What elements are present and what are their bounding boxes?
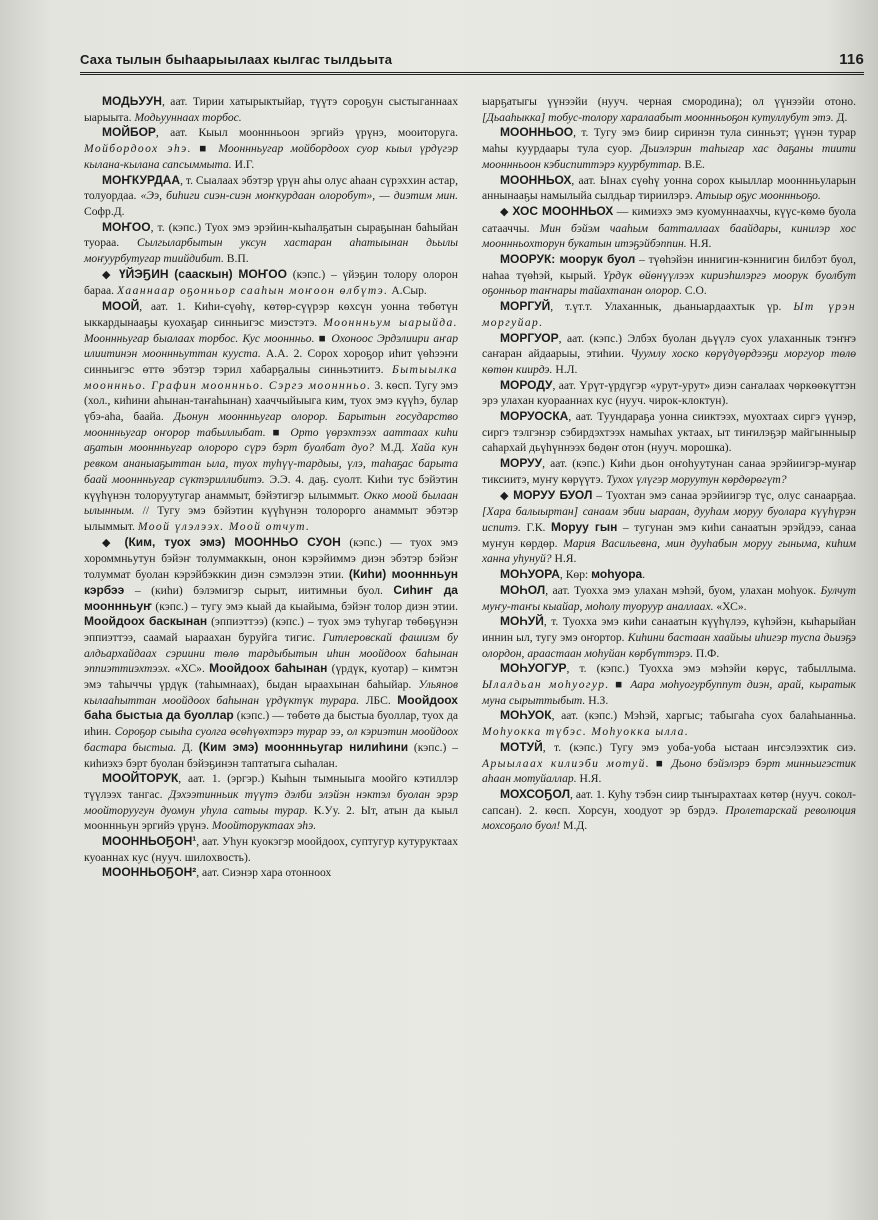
definition-text: // Тугу эмэ бэйэтин күүһүнэн толорорго анаммыт эбэтэр ылыммыт. [84, 504, 458, 533]
definition-text: (эппиэттээ) (кэпс.) – туох эмэ туһугар төбөҕүнэн эппиэттээ, саамай ыараахан буруйга тигис. [84, 615, 458, 644]
definition-text: , аат. Туундараҕа уонна сииктээх, муохтаах сиргэ үүнэр, сиргэ тэлгэнэр сэбирдэхтээх намыһах уктаах, ыт тиҥилэҕэр майгынныыр саһархай дьүһүннээх бөдөҥ отон (нууч. морошка). [482, 410, 856, 455]
definition-text: Софр.Д. [84, 204, 125, 218]
definition-text: ыарҕатыгы үүнээйи (нууч. черная смородина); ол үүнээйи отоно. [482, 95, 856, 108]
definition-text: , аат. (кэпс.) Мэһэй, харгыс; табыгаһа суох балаһыанньа. [551, 709, 856, 723]
example-text: Моойторуктаах эһэ. [211, 819, 317, 833]
example-text: Орто үөрэхтээх ааттаах киһи аҕатын мооннньугар олороро сүрэ бэрт буолбат дуо? [84, 425, 458, 455]
dictionary-entry [482, 787, 856, 834]
example-text: «Ээ, биһиги сиэн-сиэн моҥкурдаан олоробут», — диэтим мин. [140, 189, 459, 203]
example-text: Хааннаар оҕонньор сааһын моҥоон өлбүтэ. [116, 284, 389, 298]
definition-text: . [642, 568, 646, 582]
definition-text: , т. Сыалаах эбэтэр үрүн аһы олус аһаан сүрэххин астар, толуордаа. [84, 173, 458, 203]
definition-text: Д. [176, 740, 199, 754]
headword: МОРГУОР [500, 330, 559, 345]
definition-text: Д. [833, 110, 848, 124]
dictionary-entry [482, 331, 856, 378]
headword: МОДЬУУН [102, 94, 162, 108]
definition-text: , аат. Сиэнэр хара отонноох [196, 866, 332, 880]
headword: МОҺУОРА [500, 567, 560, 582]
headword: МОРУУ БУОЛ [513, 487, 593, 502]
example-text: Үрдүк өйөнүүлээх кириэһилэргэ моорук буолбут оҕонньор таҥнары тайахтанан олорор. [482, 268, 856, 298]
example-text: [Хара балыыртан] санаам эбии ыараан, дууһам моруу буолара күүһүрэн испитэ. [482, 505, 856, 534]
headword: МООННЬОҔОН² [102, 865, 197, 880]
headword: Сиһиҥ да мооннньуҥ [84, 582, 458, 613]
definition-text: , т. (кэпс.) Туохха эмэ мэһэйи көрүс, табыллыма. [566, 662, 856, 676]
headword: ҮЙЭҔИН [118, 266, 169, 281]
page-number: 116 [839, 51, 864, 68]
dictionary-entry [84, 535, 458, 772]
running-head [80, 52, 864, 70]
example-text: Модьууннаах торбос. [134, 110, 242, 124]
dictionary-entry [84, 834, 458, 865]
example-text: Ыт үрэн моргуйар. [482, 300, 856, 329]
headword: МООННЬОХ [500, 172, 572, 187]
definition-text: — кимиэхэ эмэ куомуннаахчы, күүс-көмө буола сатааччы. [482, 204, 857, 235]
headword: МООЙ [102, 299, 140, 314]
definition-text: , аат. Үрүт-үрдүгэр «урут-урут» диэн саҥалаах чөркөөкүттэн эрэ улахан куорааннах кус (нууч. чирок-клоктун). [482, 378, 856, 408]
example-text: Хайа кун ревком ананыаҕыттан ыла, туох туһүү-тардыы, үлэ, таһаҕас барыта баай мооннньугар сүктэриллибитэ. [84, 441, 458, 486]
headword: МОҤКУРДАА [102, 172, 181, 187]
definition-text: Э.Э. 4. даҕ. суолт. Киһи тус бэйэтин күүһүнэн толоруутугар анаммыт, бэйэтигэр ылыммыт. [84, 472, 459, 502]
dictionary-entry [482, 204, 856, 252]
dictionary-entry [482, 94, 856, 125]
definition-text: ■ [314, 331, 332, 345]
definition-text: «ХС». [170, 662, 210, 676]
definition-text: – түөһэйэн иннигин-кэннигин билбэт буол, наһаа түөһэй, кырый. [482, 253, 856, 282]
example-text: Дьонун мооннньугар олорор. Барытын государство мооннньугар оҥорор табыллыбат. [84, 410, 458, 439]
example-text: Мойбордоох эһэ. [84, 142, 192, 156]
headword: МОЙБОР [102, 125, 156, 140]
example-text: Бытыылка мооннньо. Графин мооннньо. Сэргэ мооннньо. [84, 362, 458, 392]
dictionary-entry [482, 456, 856, 487]
definition-text: , аат. (кэпс.) Киһи дьон оҥоһуутунан санаа эрэйиигэр-муҥар тиксиитэ, муҥу көрүүтэ. [482, 457, 856, 486]
dictionary-entry [482, 614, 856, 661]
example-text: Арыылаах килиэби мотуй. [482, 756, 651, 770]
example-text: Охоноос Эрдэлиири аҥар илиитинэн мооннньуттан кууста. [84, 331, 458, 361]
headword: МОТУЙ [500, 739, 543, 754]
example-text: Аара моһуогурбуппут диэн, арай, кыратык муна сырыттыбыт. [482, 678, 856, 707]
definition-text: (кэпс.) — туох эмэ хороммньутун бэйэҥ толуммаккын, онон кэрэйиммэ диэн эбэтэр бэйэҥ толуммат буолан кэрэйбэккин диэн сэмэлээн этии. [84, 535, 458, 582]
dictionary-entry [482, 661, 856, 708]
definition-text: – Туохтан эмэ санаа эрэйиигэр түс, олус санаарҕаа. [592, 488, 857, 502]
definition-text: ■ [191, 142, 219, 156]
example-text: Мооннньугар мойбордоох суор кыыл үрдүгэр кылана-кылана сапсыммыта. [84, 142, 458, 171]
headword: МООРУК: моорук буол [500, 252, 636, 267]
dictionary-entry [84, 173, 458, 220]
dictionary-entry [482, 708, 856, 739]
definition-text: Н.З. [585, 693, 609, 707]
definition-text: Г.К. [520, 520, 551, 534]
definition-text: ■ [265, 425, 291, 439]
headword: (Ким эмэ) мооннньугар нилиһини [198, 739, 409, 754]
definition-text: П.Ф. [693, 646, 720, 660]
right-column [482, 94, 856, 834]
definition-text: , т. (кэпс.) Тугу эмэ уоба-уоба ыстаан иҥсэлээхтик сиэ. [542, 740, 856, 754]
definition-text: (үрдүк, куотар) – кимтэн эмэ таһыччы үрдүк (таһымнаах), быдан ыраахынан баһыйар. [84, 662, 459, 692]
example-text: Окко моой былаан ылынным. [84, 488, 458, 518]
example-text: Мооннньум ыарыйда. [323, 315, 458, 329]
example-text: Сороҕор сыыһа суолга өсөһүөхтэрэ турар ээ, ол кэриэтин моойдоох бастара быстыа. [84, 725, 458, 754]
headword: (Киһи) мооннньун кэрбээ [84, 567, 458, 597]
definition-text: , аат. Тирии хатырыктыйар, түүтэ сороҕун сыстыганнаах ыарыыта. [84, 95, 458, 124]
headword: МОРУУ [500, 456, 543, 471]
example-text: Гитлеровскай фашизм бу алдьархайдаах сэриини төлө тардыбытын иһин моойдоох баһынан эппиэттиэхтээх. [84, 630, 458, 676]
example-text: Дьиэлэрин таһыгар хас даҕаны тиити мооннньоон кэбиспиттэрэ куурбуттар. [482, 142, 856, 171]
definition-text: В.П. [223, 252, 249, 266]
example-text: [Дьааһыкка] тобус-толору харалаабыт мооннньоҕон кутуллубут этэ. [482, 110, 834, 124]
headword: моһуора [591, 567, 643, 582]
phrase-diamond-icon: ◆ [102, 268, 119, 281]
example-text: Чуумлу хоско көрүдүөрдээҕи моргуор төлө көтөн киирдэ. [482, 347, 856, 376]
definition-text: (кэпс.) — төбөтө да быстыа буоллар, туох да иһин. [84, 709, 458, 739]
headword: МОРУОСКА [500, 409, 569, 424]
example-text: Мария Васильевна, мин дууһабын моруу гыныма, киһим ханна уһунуй? [482, 536, 857, 566]
headword: МООННЬОО [500, 125, 574, 140]
dictionary-entry [482, 740, 856, 787]
headword: МОҤОО [102, 219, 151, 234]
definition-text: , т. Тугу эмэ биир сиринэн тула синньэт; үүнэн турар маһы куурдаары тула суор. [482, 126, 856, 156]
running-head-title: Саха тылын быһаарыылаах кылгас тылдьыта [80, 52, 393, 67]
definition-text: ■ [650, 756, 672, 770]
example-text: Мин бэйэм чааһым батталлаах баайдары, кинилэр хос мооннньохторун букатын итэҕэйбэппин. [482, 221, 856, 251]
headword: (саас [174, 266, 206, 281]
definition-text: (кэпс.) – тугу эмэ кыай да кыайыма, бэйэҥ толор диэн этии. [151, 599, 458, 613]
headword: ХОС МООННЬОХ [512, 203, 614, 218]
definition-text: И.Г. [231, 157, 255, 171]
definition-text: , аат. 1. (эргэр.) Кыһын тымныыга моойго кэтиллэр түүлээх тангас. [84, 772, 458, 801]
definition-text: «ХС». [713, 599, 747, 613]
headword: МОРГУЙ [500, 299, 551, 314]
dictionary-entry [84, 125, 458, 172]
definition-text: , т.үт.т. Улаханнык, дьаныардаахтык үр. [550, 300, 794, 314]
example-text: Тухох үлүгэр моруутун көрдөрөгүт? [606, 472, 787, 486]
headword: МООННЬОҔОН¹ [102, 834, 197, 849]
definition-text: С.О. [682, 284, 707, 298]
example-text: Булчут муҥу-таҥы кыайар, моһолу туоруур аналлаах. [482, 583, 856, 613]
definition-text: Н.Л. [552, 362, 578, 376]
definition-text: , аат. Ынах сүөһү уонна сорох кыыллар мооннньуларын аннынааҕы намылыйа сылдьар тириилэрэ. [482, 173, 856, 203]
headword: Моойдоох баһа быстыа да буоллар [84, 692, 458, 723]
definition-text: 3. көсп. Тугу эмэ (хол., киһини аһынан-таҥаһынан) хааччыйыыга ким, туох эмэ күүһэ, булар үбэ-аһа, баайа. [84, 378, 458, 424]
left-column [84, 94, 458, 881]
dictionary-entry [482, 173, 856, 204]
example-text: Дэхээтинньик түүтэ дэлби элэйэн нэктэл буолан эрэр моойторуугун дуомун уһула сатыы турар. [84, 787, 459, 817]
example-text: Ылалдьан моһуогур. [482, 678, 610, 692]
definition-text: М.Д. [560, 819, 588, 833]
example-text: Моһуокка түбэс. Моһуокка ылла. [482, 725, 690, 739]
dictionary-entry [482, 567, 856, 583]
dictionary-entry [84, 267, 458, 299]
example-text: Мооннньугар быалаах торбос. Кус мооннньо. [84, 331, 315, 345]
example-text: Ульянов кылааһыттан моойдоох баһынан үрдүктүк турара. [84, 678, 458, 707]
dictionary-entry [84, 220, 458, 267]
definition-text: – тугунан эмэ киһи санаатын эрэйдээ, санаа муҥун көрдөр. [482, 520, 856, 550]
definition-text: , аат. Уһун куокэгэр моойдоох, суптугур кутуруктаах куоаннах кус (нууч. шилохвость). [84, 835, 458, 864]
definition-text: ■ [609, 678, 631, 692]
definition-text: К.Уу. 2. Ыт, атын да кыыл мооннньун эргийэ үрүнэ. [84, 803, 458, 833]
dictionary-entry [482, 378, 856, 409]
definition-text: , аат. Кыыл мооннньоон эргийэ үрүнэ, мооиторуга. [155, 126, 458, 140]
definition-text: – (киһи) бэлэмигэр сырыт, иитимньи буол. [124, 583, 394, 597]
dictionary-entry [482, 488, 856, 568]
phrase-diamond-icon: ◆ [500, 205, 513, 218]
headword: МОҺУОК [500, 708, 552, 723]
definition-text: (кэпс.) – киһиэхэ бэрт буолан бэйэҕинэн таптатыга сыһалан. [84, 740, 458, 770]
dictionary-entry [84, 299, 458, 535]
example-text: Киһини бастаан хаайыы иһигэр туспа дьиэҕэ олордон, араастаан моһуйан көрбүттэрэ. [482, 630, 856, 660]
definition-text: , аат. (кэпс.) Элбэх буолан дьүүлэ суох улаханнык тэҥҥэ саҥаран айдаарыы, этиһии. [482, 331, 856, 361]
dictionary-entry [482, 583, 856, 614]
headword: Моойдоох баскынан [84, 614, 208, 629]
example-text: Атыыр оҕус мооннньоҕо. [695, 189, 821, 203]
header-rule [80, 72, 864, 75]
definition-text: В.Е. [681, 157, 705, 171]
example-text: Сылгыларбытын уксун хастаран аһатыынан дьылы моҥуурбутугар тиийдибит. [84, 236, 458, 266]
dictionary-entry [84, 94, 458, 125]
phrase-diamond-icon: ◆ [500, 489, 514, 502]
headword: МОХСОҔОЛ [500, 786, 571, 801]
headword: МОРОДУ [500, 377, 553, 392]
dictionary-entry [482, 125, 856, 172]
definition-text: , аат. 1. Киһи-сүөһү, көтөр-сүүрэр көхсүн уонна төбөтүн ыккардынааҕы куохаҕар синньигэс миэстэтэ. [84, 300, 458, 329]
definition-text: , аат. 1. Куһу тэбэн сиир тыҥырахтаах көтөр (нууч. сокол-сапсан). 2. көсп. Хорсун, хоодуот эр бэрдэ. [482, 787, 856, 817]
headword: МООЙТОРУК [102, 771, 179, 786]
definition-text: А.А. 2. Сорох хороҕор иһит үөһээҥи синньигэс өттө эбэтэр тэрил хабарҕалыы синньэтиитэ. [84, 347, 458, 376]
dictionary-entry [482, 299, 856, 330]
headword: МОҺУЙ [500, 614, 544, 629]
headword: Моойдоох баһынан [209, 661, 328, 676]
definition-text: Н.Я. [576, 772, 602, 786]
definition-text: , Көр: [559, 568, 592, 582]
headword: Моруу гын [550, 519, 618, 534]
definition-text: ЛБС. [359, 693, 398, 707]
dictionary-entry [482, 252, 856, 299]
headword: кын) [205, 266, 233, 281]
definition-text: , т. (кэпс.) Туох эмэ эрэйин-кыһалҕатын сыраҕынан баһыйан туораа. [84, 220, 458, 250]
headword: (Ким, туох эмэ) МООННЬО СУОН [124, 534, 341, 549]
definition-text: Н.Я. [686, 237, 712, 251]
definition-text: Н.Я. [551, 552, 577, 566]
definition-text: А.Сыр. [388, 284, 427, 298]
dictionary-entry [482, 409, 856, 456]
headword: МОҺОЛ [500, 582, 546, 597]
dictionary-entry [84, 865, 458, 881]
definition-text: , аат. Туохха эмэ улахан мэһэй, буом, улахан моһуок. [545, 583, 821, 597]
definition-text: , т. Туохха эмэ киһи санаатын күүһүлээ, күһэйэн, кыһарыйан иннин ыл, тугу эмэ оҥортор. [482, 615, 856, 644]
example-text: Дьоно бэйэлэрэ бэрт минньигэстик аһаан мотуйаллар. [482, 756, 856, 786]
headword: МОҺУОГУР [500, 661, 567, 676]
example-text: Пролетарскай революция мохсоҕоло буол! [482, 803, 856, 833]
example-text: Моой үлэлээх. Моой отчут. [137, 519, 311, 533]
dictionary-entry [84, 771, 458, 834]
definition-text: (кэпс.) – үйэҕин толору олорон бараа. [84, 267, 459, 298]
headword: МОҤОО [238, 266, 287, 281]
definition-text: М.Д. [374, 441, 411, 455]
phrase-diamond-icon: ◆ [102, 536, 125, 549]
